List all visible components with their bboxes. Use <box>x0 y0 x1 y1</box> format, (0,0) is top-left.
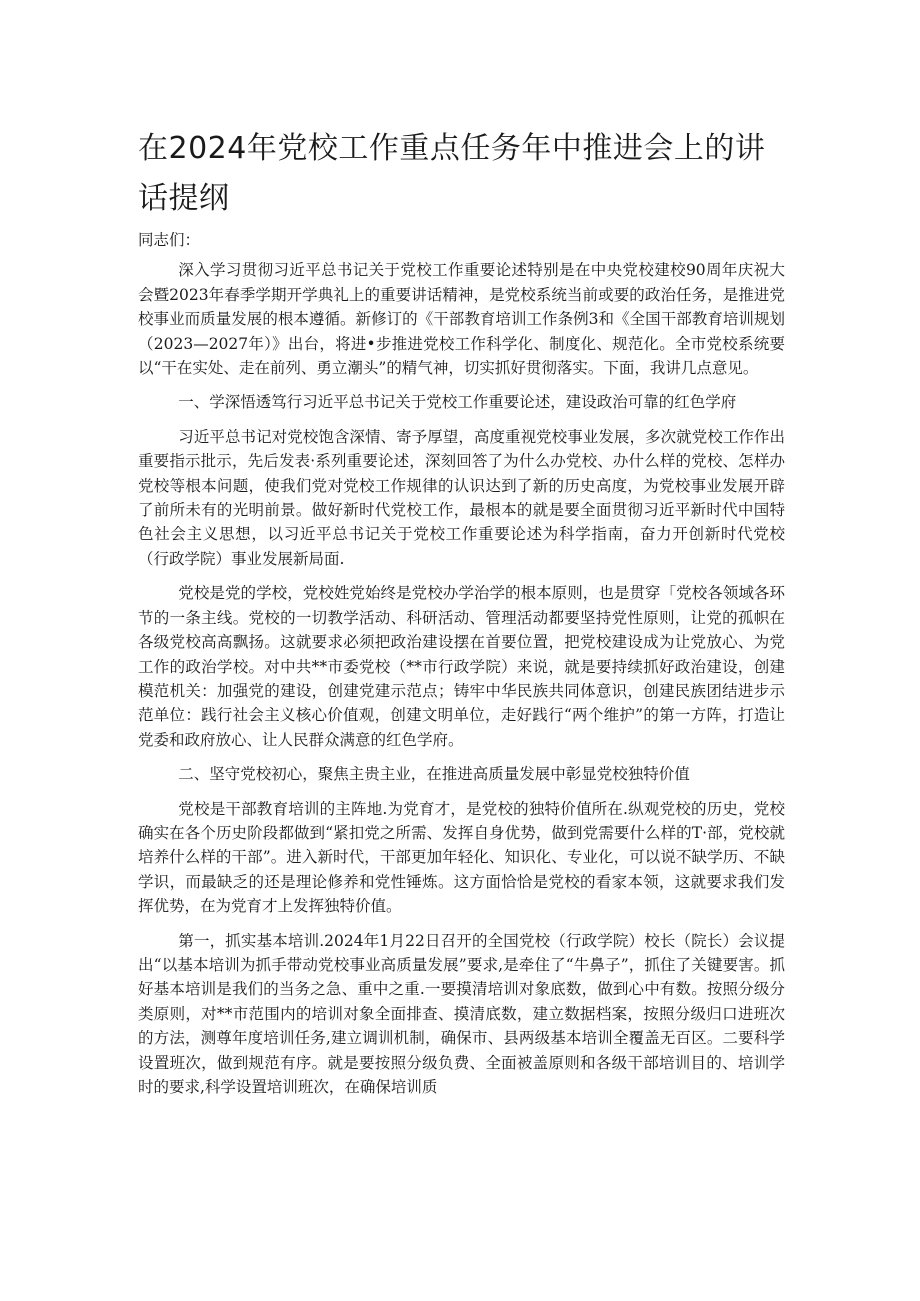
section-heading-2: 二、坚守党校初心，聚焦主贵主业，在推进高质量发展中彰显党校独特价值 <box>178 765 690 784</box>
paragraph-intro: 深入学习贯彻习近平总书记关于党校工作重要论述特别是在中央党校建校90周年庆祝大会暨2023年春季学期开学典礼上的重要讲话精神，是党校系统当前或要的政治任务，是推进党校事业而质量发展的根本遵循。新修订的《干部教育培训工作条例3和《全国干部教育培训规划（2023—2027年）》出台，将进•步推进党校工作科学化、制度化、规范化。全市党校系统要以“干在实处、走在前列、勇立潮头”的精气神，切实抓好贯彻落实。下面，我讲几点意见。 <box>138 261 785 378</box>
paragraph-section1-b: 党校是党的学校，党校姓党始终是党校办学治学的根本原则，也是贯穿「党校各领域各环节的一条主线。党校的一切教学活动、科研活动、管理活动都要坚持党性原则，让党的孤帜在各级党校高高飘扬。这就要求必须把政治建设摆在首要位置，把党校建设成为让党放心、为党工作的政治学校。对中共**市委党校（**市行政学院）来说，就是要持续抓好政治建设，创建模范机关：加强党的建设，创建党建示范点；铸牢中华民族共同体意识，创建民族团结进步示范单位：践行社会主义核心价值观，创建文明单位，走好践行“两个维护”的第一方阵，打造让党委和政府放心、让人民群众满意的红色学府。 <box>138 584 785 749</box>
document-title: 在2024年党校工作重点任务年中推进会上的讲话提纲 <box>138 131 766 216</box>
paragraph-section1-a: 习近平总书记对党校饱含深情、寄予厚望，高度重视党校事业发展，多次就党校工作作出重要指示批示，先后发表·系列重要论述，深刻回答了为什么办党校、办什么样的党校、怎样办党校等根本问题，使我们党对党校工作规律的认识达到了新的历史高度，为党校事业发展开辟了前所未有的光明前景。做好新时代党校工作，最根本的就是要全面贯彻习近平新时代中国特色社会主义思想，以习近平总书记关于党校工作重要论述为科学指南，奋力开创新时代党校（行政学院）事业发展新局面. <box>138 427 785 568</box>
document-body <box>138 228 785 1109</box>
paragraph-section2-a: 党校是干部教育培训的主阵地.为党育才，是党校的独特价值所在.纵观党校的历史，党校确实在各个历史阶段都做到“紧扣党之所需、发挥自身优势，做到党需要什么样的T·部，党校就培养什么样的干部”。进入新时代，干部更加年轻化、知识化、专业化，可以说不缺学历、不缺学识，而最缺乏的还是理论修养和党性锤炼。这方面恰恰是党校的看家本领，这就要求我们发挥优势，在为党育才上发挥独特价值。 <box>138 799 785 916</box>
paragraph-section2-b: 第一，抓实基本培训.2024年1月22日召开的全国党校（行政学院）校长（院长）会议提出“以基本培训为抓手带动党校事业高质量发展”要求,是牵住了“牛鼻子”，抓住了关键要害。抓好基本培训是我们的当务之急、重中之重.一要摸清培训对象底数，做到心中有数。按照分级分类原则，对**市范围内的培训对象全面排查、摸清底数，建立数据档案，按照分级归口进班次的方法，测尊年度培训任务,建立调训机制，确保市、县两级基本培训全覆盖无百区。二要科学设置班次，做到规范有序。就是要按照分级负费、全面被盖原则和各级干部培训目的、培训学时的要求,科学设置培训班次，在确保培训质 <box>138 931 785 1096</box>
section-heading-1: 一、学深悟透笃行习近平总书记关于党校工作重要论述，建设政治可靠的红色学府 <box>178 393 737 412</box>
salutation: 同志们： <box>138 231 201 249</box>
